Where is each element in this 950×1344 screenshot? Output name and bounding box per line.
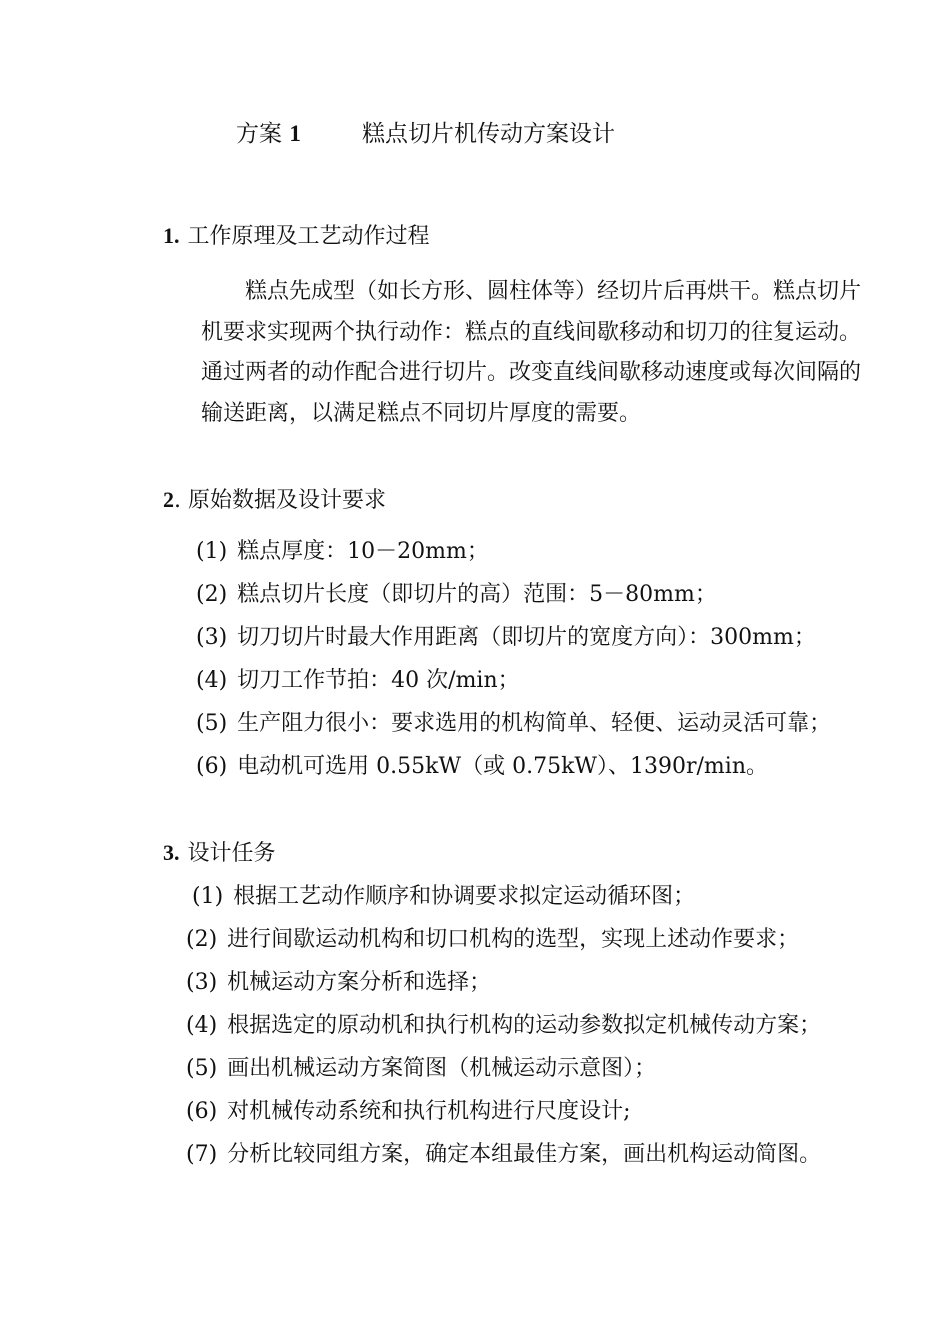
section-2-item-5 (196, 709, 831, 739)
section-3-item-7 (186, 1140, 821, 1170)
list-item-text: 切刀工作节拍：40 次/min； (237, 668, 520, 693)
list-item-number: (2) (186, 927, 218, 952)
list-item-number: (3) (186, 970, 218, 995)
section-2-number: 2 (163, 487, 174, 512)
section-1-heading (163, 221, 430, 252)
list-item-text: 机械运动方案分析和选择； (227, 970, 492, 995)
list-item-text: 分析比较同组方案，确定本组最佳方案，画出机构运动简图。 (227, 1142, 822, 1167)
section-2-title: . 原始数据及设计要求 (174, 488, 386, 513)
list-item-text: 糕点切片长度（即切片的高）范围：5－80mm； (237, 582, 717, 607)
section-1-number: 1. (163, 223, 180, 248)
list-item-text: 进行间歇运动机构和切口机构的选型，实现上述动作要求； (227, 927, 800, 952)
page-title-prefix (236, 119, 301, 149)
list-item-number: (1) (192, 884, 224, 909)
list-item-text: 生产阻力很小：要求选用的机构简单、轻便、运动灵活可靠； (237, 711, 832, 736)
section-1-paragraph: 糕点先成型（如长方形、圆柱体等）经切片后再烘干。糕点切片机要求实现两个执行动作：糕点的直线间歇移动和切刀的往复运动。通过两者的动作配合进行切片。改变直线间歇移动速度或每次间隔的输送距离，以满足糕点不同切片厚度的需要。 (201, 279, 862, 426)
list-item-text: 糕点厚度：10－20mm； (237, 539, 489, 564)
section-2-item-2 (196, 580, 717, 610)
list-item-number: (3) (196, 625, 228, 650)
section-3-heading (163, 838, 276, 869)
list-item-number: (1) (196, 539, 228, 564)
list-item-number: (4) (186, 1013, 218, 1038)
section-3-item-6 (186, 1097, 631, 1127)
list-item-number: (2) (196, 582, 228, 607)
section-3-title: 设计任务 (187, 841, 276, 866)
list-item-text: 切刀切片时最大作用距离（即切片的宽度方向）：300mm； (237, 625, 816, 650)
section-2-heading (163, 485, 386, 516)
list-item-number: (6) (186, 1099, 218, 1124)
list-item-number: (5) (186, 1056, 218, 1081)
page-title: 糕点切片机传动方案设计 (362, 121, 615, 147)
section-2-item-3 (196, 623, 816, 653)
section-3-item-2 (186, 925, 799, 955)
section-1-title: 工作原理及工艺动作过程 (187, 224, 430, 249)
section-3-number: 3. (163, 840, 180, 865)
list-item-number: (4) (196, 668, 228, 693)
list-item-text: 画出机械运动方案简图（机械运动示意图）； (227, 1056, 657, 1081)
list-item-text: 根据选定的原动机和执行机构的运动参数拟定机械传动方案； (227, 1013, 822, 1038)
section-3-item-1 (192, 882, 695, 912)
section-2-item-4 (196, 666, 520, 696)
section-2-item-1 (196, 537, 489, 567)
list-item-number: (7) (186, 1142, 218, 1167)
list-item-text: 电动机可选用 0.55kW（或 0.75kW）、1390r/min。 (237, 754, 768, 779)
title-prefix-text: 方案 (236, 121, 282, 147)
section-2-item-6 (196, 752, 768, 782)
section-3-item-4 (186, 1011, 821, 1041)
section-3-item-3 (186, 968, 491, 998)
title-number: 1 (289, 121, 301, 146)
list-item-number: (5) (196, 711, 228, 736)
section-3-item-5 (186, 1054, 656, 1084)
list-item-text: 对机械传动系统和执行机构进行尺度设计; (227, 1099, 631, 1124)
list-item-text: 根据工艺动作顺序和协调要求拟定运动循环图； (233, 884, 696, 909)
list-item-number: (6) (196, 754, 228, 779)
